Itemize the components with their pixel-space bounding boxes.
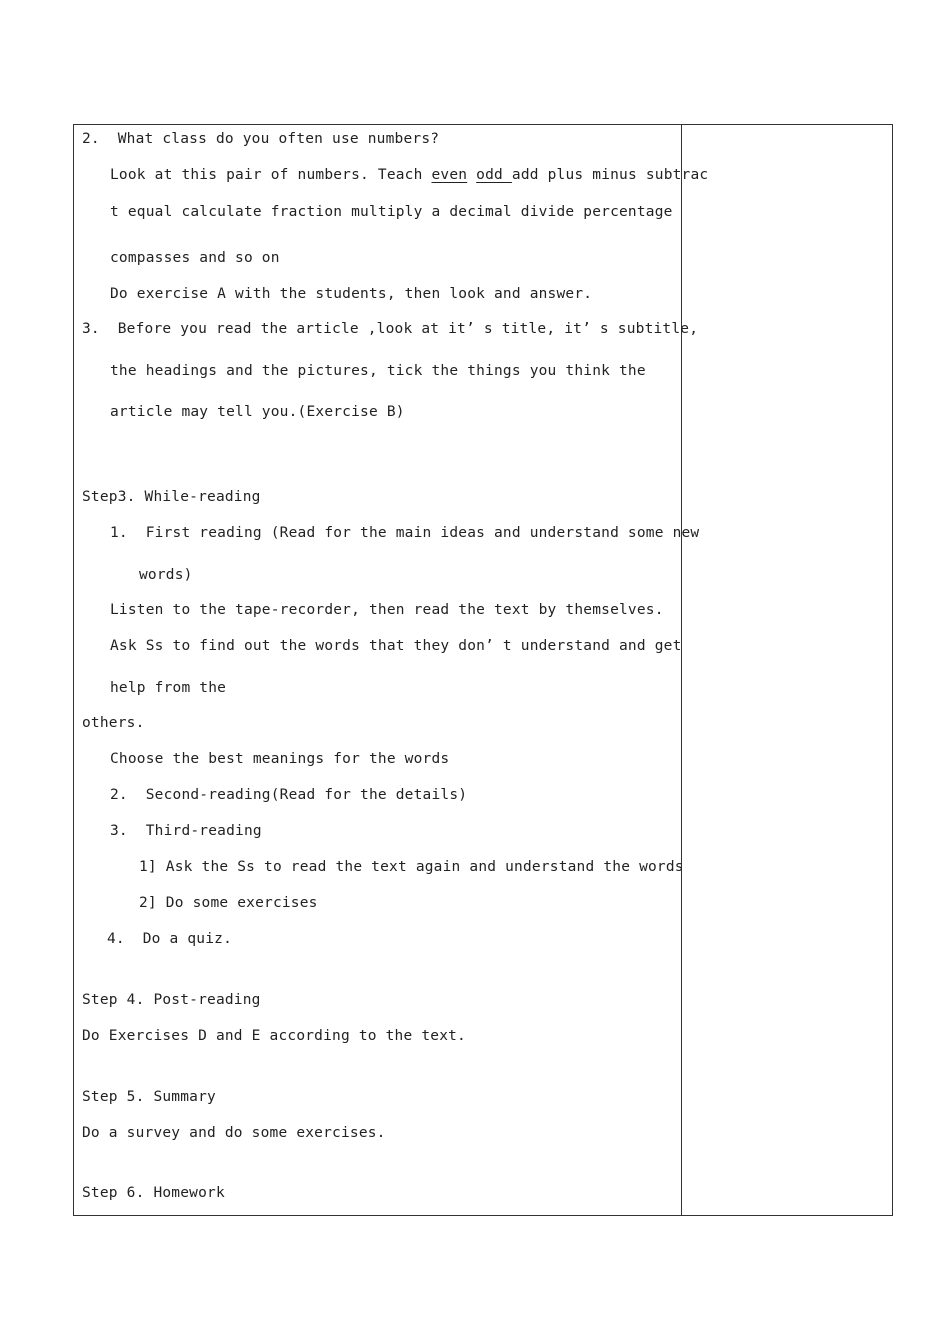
text-line: others. [82,715,145,731]
text-line: 2] Do some exercises [139,895,318,911]
text-line: 3. Before you read the article ,look at it’ s title, it’ s subtitle, [82,321,699,337]
text-line: Do exercise A with the students, then look and answer. [110,286,593,302]
text-line: Choose the best meanings for the words [110,751,450,767]
text-line: words) [139,567,193,583]
text-line: Do a survey and do some exercises. [82,1125,386,1141]
text-segment: Look at this pair of numbers. Teach [110,167,432,183]
text-line: help from the [110,680,227,696]
text-line: 4. Do a quiz. [107,931,233,947]
step-heading: Step 6. Homework [82,1185,225,1201]
text-line: 2. Second-reading(Read for the details) [110,787,468,803]
step-heading: Step3. While-reading [82,489,261,505]
text-line: 2. What class do you often use numbers? [82,131,440,147]
text-line: t equal calculate fraction multiply a decimal divide percentage [110,204,673,220]
text-line: 1] Ask the Ss to read the text again and understand the words [139,859,684,875]
text-line [110,166,708,184]
underlined-word: even [431,167,468,183]
text-line: Do Exercises D and E according to the text. [82,1028,466,1044]
text-line: Ask Ss to find out the words that they don’ t understand and get [110,638,682,654]
text-line: 3. Third-reading [110,823,262,839]
underlined-word: odd [476,167,512,183]
text-line: 1. First reading (Read for the main ideas and understand some new [110,525,700,541]
text-line: Listen to the tape-recorder, then read the text by themselves. [110,602,664,618]
text-segment: add plus minus subtrac [511,167,709,183]
column-divider [681,124,682,1216]
text-line: article may tell you.(Exercise B) [110,404,405,420]
step-heading: Step 5. Summary [82,1089,216,1105]
text-line: the headings and the pictures, tick the things you think the [110,363,646,379]
step-heading: Step 4. Post-reading [82,992,261,1008]
text-line: compasses and so on [110,250,280,266]
text-segment [467,167,476,183]
